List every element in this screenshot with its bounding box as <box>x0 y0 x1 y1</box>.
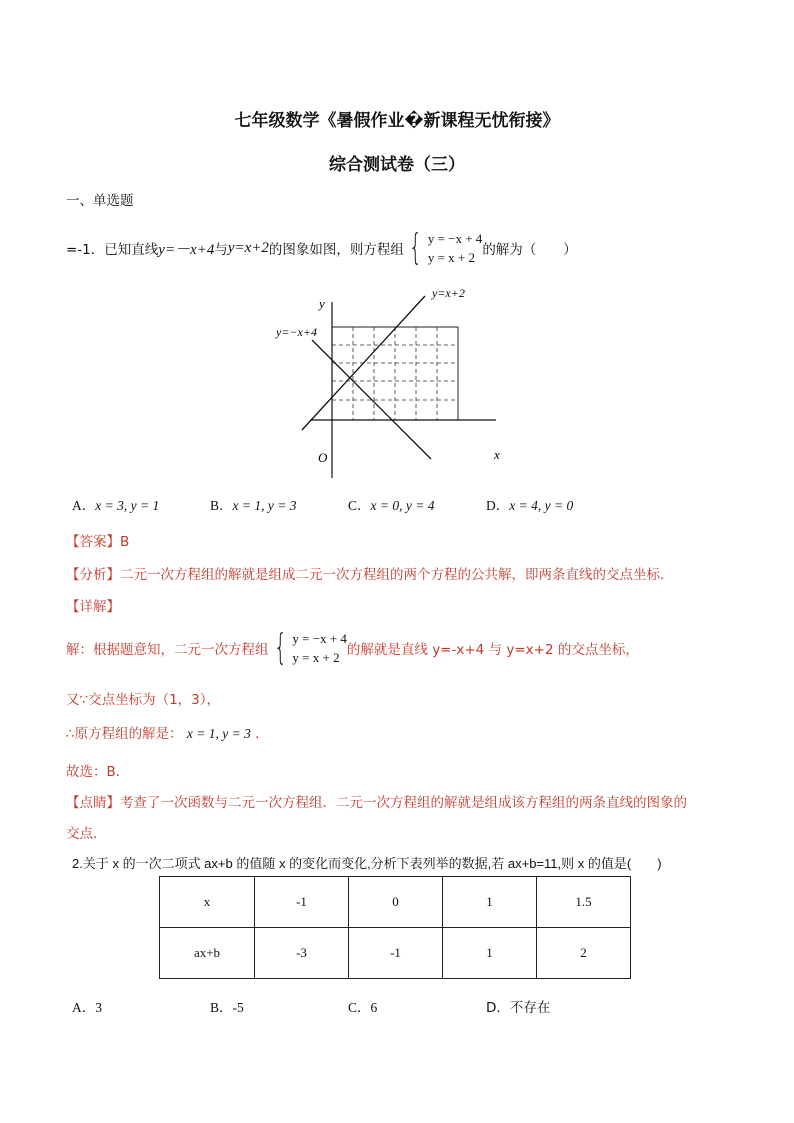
q1-graph <box>270 282 510 482</box>
axis-y-label: y <box>319 296 325 311</box>
q1-equation-system <box>404 229 482 267</box>
option-text: x = 0, y = 4 <box>370 498 435 513</box>
label-line2: y=x+2 <box>432 286 465 300</box>
therefore-end: ． <box>255 726 269 742</box>
q2-option-a[interactable] <box>72 996 102 1016</box>
option-text: 不存在 <box>509 1000 551 1016</box>
option-text: -5 <box>232 1000 244 1015</box>
q2-stem: 2.关于 x 的一次二项式 ax+b 的值随 x 的变化而变化,分析下表列举的数据,若 ax+b=11,则 x 的值是( ) <box>72 856 662 871</box>
analysis-text: 二元一次方程组的解就是组成二元一次方程组的两个方程的公共解，即两条直线的交点坐标． <box>120 567 674 583</box>
page-title: 七年级数学《暑假作业�新课程无忧衔接》 <box>234 111 560 131</box>
axis-x-label: x <box>494 447 500 462</box>
analysis-tag: 【分析】 <box>66 567 120 583</box>
q1-stem <box>66 226 577 270</box>
q1-line2: y=x+2 <box>227 239 269 256</box>
option-letter: D． <box>486 498 510 513</box>
left-brace: { <box>273 627 287 668</box>
therefore-pre: ∴原方程组的解是： <box>66 726 183 742</box>
answer-value: B <box>120 534 130 550</box>
analysis-line <box>66 563 674 583</box>
table-cell: 2 <box>537 928 631 979</box>
q1-line1: y=－x+4 <box>158 241 215 258</box>
label-line1: y=−x+4 <box>276 325 317 339</box>
answer-line <box>66 530 129 550</box>
therefore-solution: x = 1, y = 3 <box>186 726 251 741</box>
option-text: x = 4, y = 0 <box>509 498 574 513</box>
detail-eq1: y = −x + 4 <box>292 631 347 646</box>
q1-eq2: y = x + 2 <box>427 250 475 265</box>
line-y-eq-x-plus-2 <box>302 296 425 430</box>
option-letter: A． <box>72 1000 96 1015</box>
detail-line <box>66 626 639 670</box>
choose-line: 故选：B． <box>66 764 130 780</box>
q2-table <box>159 876 631 979</box>
q1-suffix-b: 的解为（ ） <box>482 242 577 258</box>
option-text: x = 3, y = 1 <box>95 498 160 513</box>
therefore-line <box>66 722 269 742</box>
comment-line-1 <box>66 791 687 811</box>
detail-equation-system <box>269 629 347 667</box>
table-cell: 1 <box>443 928 537 979</box>
option-letter: B． <box>210 1000 233 1015</box>
q1-option-d[interactable] <box>486 494 573 514</box>
table-cell: 1.5 <box>537 877 631 928</box>
option-letter: A． <box>72 498 96 513</box>
grid-lines <box>332 327 458 420</box>
q1-option-c[interactable] <box>348 494 434 514</box>
detail-eq2: y = x + 2 <box>292 650 340 665</box>
option-letter: C． <box>348 1000 371 1015</box>
because-line: 又∵交点坐标为（1，3）， <box>66 692 221 708</box>
table-cell: ax+b <box>160 928 255 979</box>
comment-line-2: 交点． <box>66 826 107 842</box>
q1-mid: 与 <box>214 242 228 258</box>
option-text: 6 <box>370 1000 378 1015</box>
table-cell: -3 <box>255 928 349 979</box>
origin-label: O <box>318 450 328 465</box>
option-letter: C． <box>348 498 371 513</box>
q1-suffix-a: 的图象如图，则方程组 <box>268 242 404 258</box>
detail-post: 的解就是直线 y=-x+4 与 y=x+2 的交点坐标， <box>346 642 639 658</box>
detail-tag: 【详解】 <box>66 599 120 615</box>
q1-option-a[interactable] <box>72 494 159 514</box>
q2-option-c[interactable] <box>348 996 377 1016</box>
q1-prefix: =-1．已知直线 <box>66 242 159 258</box>
section-heading: 一、单选题 <box>66 193 134 209</box>
option-text: x = 1, y = 3 <box>232 498 297 513</box>
option-letter: B． <box>210 498 233 513</box>
q2-option-b[interactable] <box>210 996 244 1016</box>
table-cell: -1 <box>255 877 349 928</box>
comment-text: 考查了一次函数与二元一次方程组．二元一次方程组的解就是组成该方程组的两条直线的图象的 <box>120 795 687 811</box>
option-letter: D． <box>486 1000 510 1016</box>
q1-eq1: y = −x + 4 <box>427 231 483 246</box>
table-row <box>160 928 631 979</box>
page-subtitle: 综合测试卷（三） <box>329 155 465 175</box>
table-cell: 1 <box>443 877 537 928</box>
table-row <box>160 877 631 928</box>
left-brace: { <box>409 227 422 268</box>
option-text: 3 <box>95 1000 102 1015</box>
q2-option-d[interactable] <box>486 996 550 1016</box>
comment-tag: 【点睛】 <box>66 795 120 811</box>
table-cell: x <box>160 877 255 928</box>
q1-option-b[interactable] <box>210 494 296 514</box>
table-cell: 0 <box>349 877 443 928</box>
detail-pre: 解：根据题意知，二元一次方程组 <box>66 642 269 658</box>
answer-tag: 【答案】 <box>66 534 120 550</box>
table-cell: -1 <box>349 928 443 979</box>
